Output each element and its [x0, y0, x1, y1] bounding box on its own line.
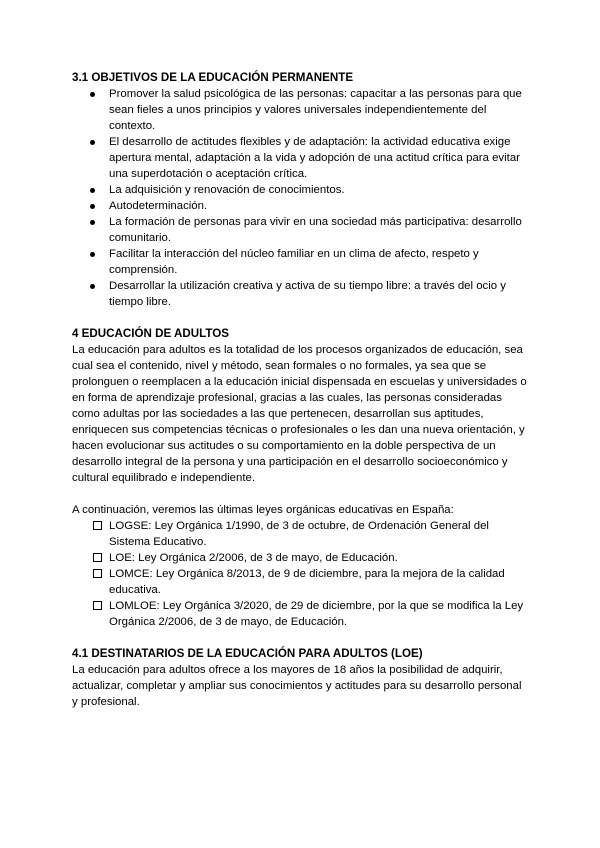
law-text: LOE: Ley Orgánica 2/2006, de 3 de mayo, de Educación.	[109, 552, 398, 564]
law-text: LOMCE: Ley Orgánica 8/2013, de 9 de diciembre, para la mejora de la calidad educativa.	[109, 568, 505, 596]
spacer	[72, 486, 528, 502]
list-item	[72, 598, 528, 630]
list-item: Facilitar la interacción del núcleo familiar en un clima de afecto, respeto y comprensión.	[72, 246, 528, 278]
list-item	[72, 518, 528, 550]
checkbox-icon	[93, 553, 102, 562]
law-text: LOMLOE: Ley Orgánica 3/2020, de 29 de diciembre, por la que se modifica la Ley Orgánica 2/2006, de 3 de mayo, de Educación.	[109, 600, 524, 628]
list-item: Autodeterminación.	[72, 198, 528, 214]
list-item	[72, 550, 528, 566]
list-item	[72, 566, 528, 598]
objectives-list	[72, 86, 528, 310]
list-item: Promover la salud psicológica de las personas: capacitar a las personas para que sean fieles a unos principios y valores universales independientemente del contexto.	[72, 86, 528, 134]
law-text: LOGSE: Ley Orgánica 1/1990, de 3 de octubre, de Ordenación General del Sistema Educativo.	[109, 520, 489, 548]
checkbox-icon	[93, 521, 102, 530]
list-item: La adquisición y renovación de conocimientos.	[72, 182, 528, 198]
spacer	[72, 310, 528, 326]
laws-intro: A continuación, veremos las últimas leyes orgánicas educativas en España:	[72, 504, 454, 516]
section-4-heading: 4 EDUCACIÓN DE ADULTOS	[72, 327, 229, 340]
checkbox-icon	[93, 569, 102, 578]
list-item: La formación de personas para vivir en una sociedad más participativa: desarrollo comunitario.	[72, 214, 528, 246]
spacer	[72, 630, 528, 646]
laws-list	[72, 518, 528, 630]
adult-education-paragraph: La educación para adultos es la totalidad de los procesos organizados de educación, sea cual sea el contenido, nivel y método, sean formales o no formales, ya sea que se prolonguen o reemplacen a la educación inicial dispensada en escuelas y universidades o en forma de aprendizaje profesional, gracias a las cuales, las personas consideradas como adultas por las sociedades a las que pertenecen, desarrollan sus aptitudes, enriquecen sus competencias técnicas o profesionales o les dan una nueva orientación, y hacen evolucionar sus actitudes o su comportamiento en la doble perspectiva de un desarrollo integral de la persona y una participación en el desarrollo socioeconómico y cultural equilibrado e independiente.	[72, 344, 527, 484]
checkbox-icon	[93, 601, 102, 610]
list-item: Desarrollar la utilización creativa y activa de su tiempo libre: a través del ocio y tiempo libre.	[72, 278, 528, 310]
list-item: El desarrollo de actitudes flexibles y de adaptación: la actividad educativa exige apertura mental, adaptación a la vida y adopción de una actitud crítica para evitar una superdotación o aceptación crítica.	[72, 134, 528, 182]
section-3-1-heading: 3.1 OBJETIVOS DE LA EDUCACIÓN PERMANENTE	[72, 71, 354, 84]
section-4-1-heading: 4.1 DESTINATARIOS DE LA EDUCACIÓN PARA ADULTOS (LOE)	[72, 647, 423, 660]
recipients-paragraph: La educación para adultos ofrece a los mayores de 18 años la posibilidad de adquirir, actualizar, completar y ampliar sus conocimientos y actitudes para su desarrollo personal y profesional.	[72, 664, 522, 708]
